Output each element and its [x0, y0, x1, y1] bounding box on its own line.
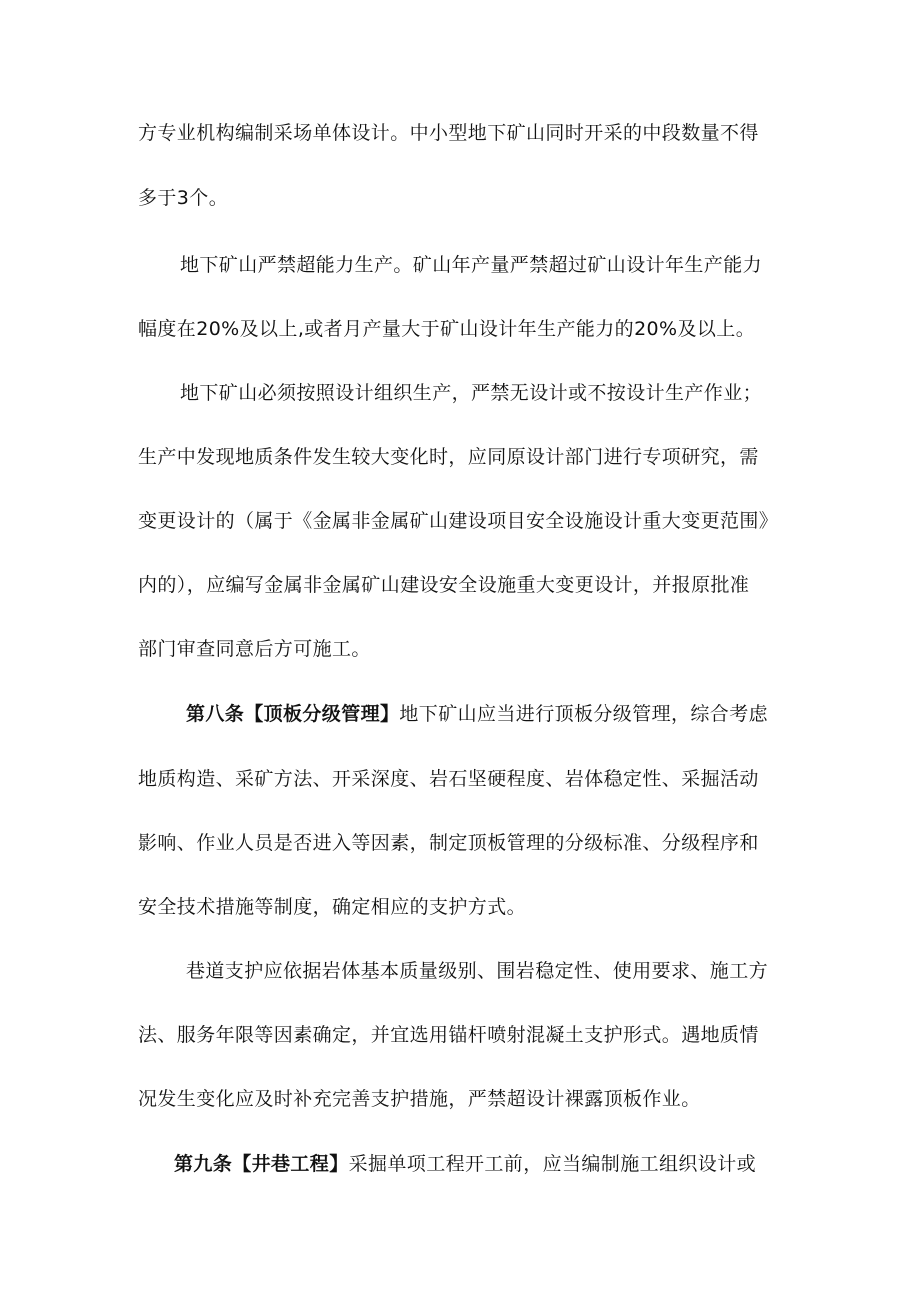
article-9-text: 采掘单项工程开工前，应当编制施工组织设计或	[348, 1153, 757, 1175]
article-8-text: 地下矿山应当进行顶板分级管理，综合考虑	[399, 703, 769, 725]
paragraph-line: 地下矿山严禁超能力生产。矿山年产量严禁超过矿山设计年生产能力	[180, 254, 763, 276]
article-8-first-line	[186, 702, 846, 726]
paragraph-line: 变更设计的（属于《金属非金属矿山建设项目安全设施设计重大变更范围》	[138, 510, 779, 532]
article-9-first-line	[174, 1152, 834, 1176]
paragraph-line: 况发生变化应及时补充完善支护措施，严禁超设计裸露顶板作业。	[138, 1088, 701, 1110]
paragraph-line: 方专业机构编制采场单体设计。中小型地下矿山同时开采的中段数量不得	[138, 122, 759, 144]
article-8-heading: 第八条【顶板分级管理】	[186, 703, 400, 725]
paragraph-line: 幅度在20%及以上,或者月产量大于矿山设计年生产能力的20%及以上。	[138, 318, 756, 340]
paragraph-line: 影响、作业人员是否进入等因素，制定顶板管理的分级标准、分级程序和	[138, 832, 759, 854]
paragraph-line: 法、服务年限等因素确定，并宜选用锚杆喷射混凝土支护形式。遇地质情	[138, 1024, 759, 1046]
paragraph-line: 地下矿山必须按照设计组织生产，严禁无设计或不按设计生产作业；	[180, 382, 763, 404]
article-9-heading: 第九条【井巷工程】	[174, 1153, 349, 1175]
paragraph-line: 内的），应编写金属非金属矿山建设安全设施重大变更设计，并报原批准	[138, 574, 750, 596]
paragraph-line: 安全技术措施等制度，确定相应的支护方式。	[138, 896, 527, 918]
paragraph-line: 地质构造、采矿方法、开采深度、岩石坚硬程度、岩体稳定性、采掘活动	[138, 768, 759, 790]
paragraph-line: 部门审查同意后方可施工。	[138, 638, 371, 660]
paragraph-line: 多于3个。	[138, 187, 229, 209]
paragraph-line: 巷道支护应依据岩体基本质量级别、围岩稳定性、使用要求、施工方	[186, 960, 769, 982]
paragraph-line: 生产中发现地质条件发生较大变化时，应同原设计部门进行专项研究，需	[138, 446, 759, 468]
